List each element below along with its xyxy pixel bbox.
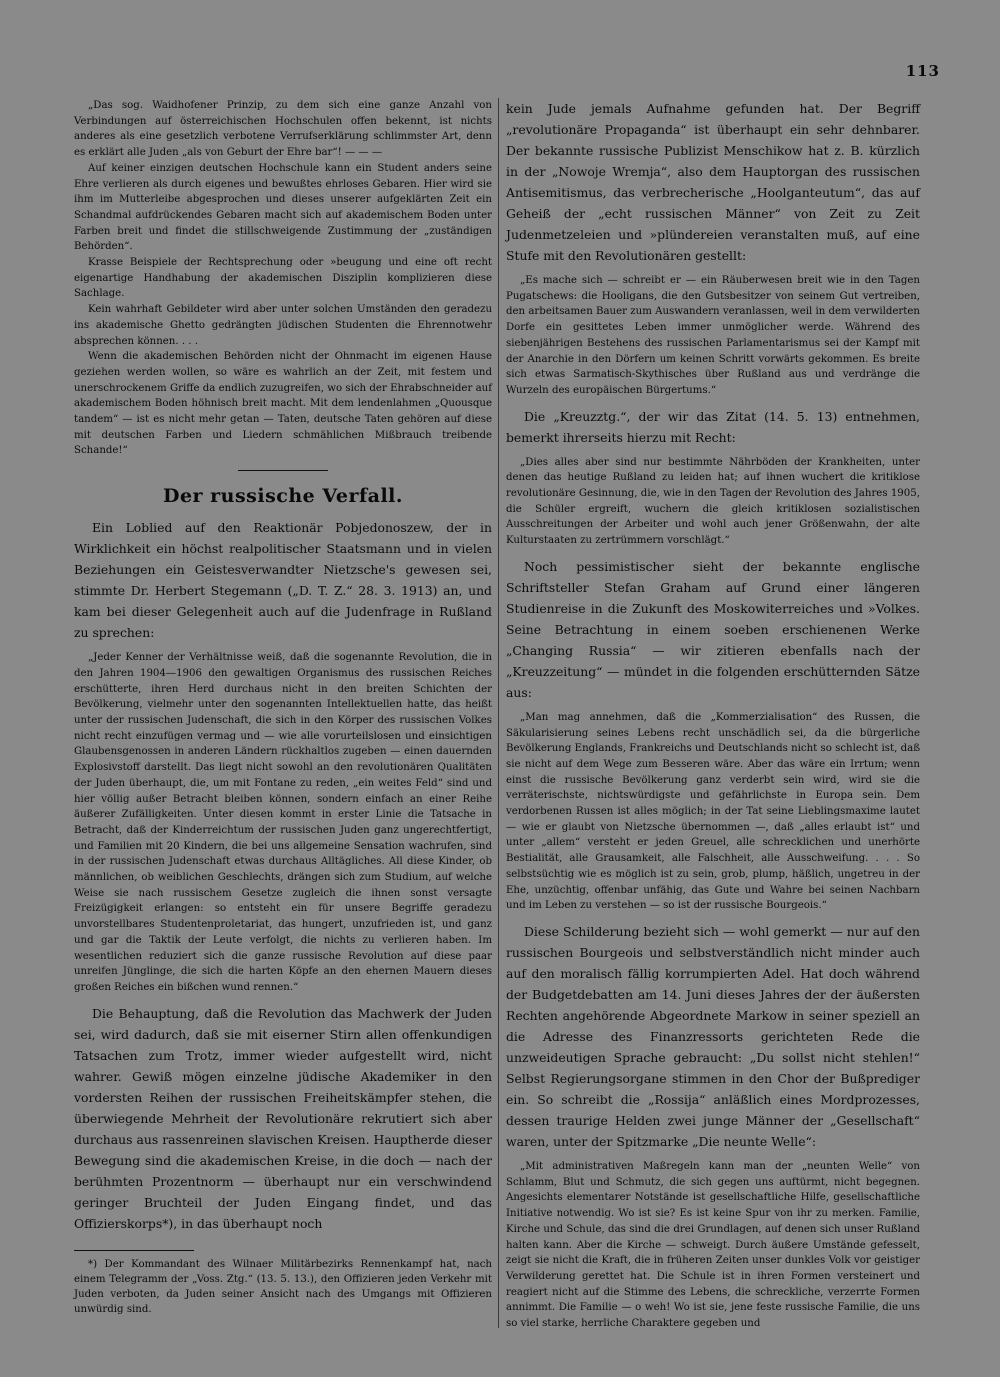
section-divider	[238, 470, 328, 471]
page-number: 113	[905, 62, 940, 80]
article-body: Die Behauptung, daß die Revolution das Machwerk der Juden sei, wird dadurch, daß sie mit eiserner Stirn allen offenkundigen Tatsachen zum Trotz, immer wieder aufgestellt wird, nicht wahrer. Gewiß mögen einzelne jüdische Akademiker in den vordersten Reihen der russischen Freiheitskämpfer stehen, die überwiegende Mehrheit der Revolutionäre rekrutiert sich aber durchaus aus rassenreinen slavischen Kreisen. Hauptherde dieser Bewegung sind die akademischen Kreise, in die doch — nach der berühmten Prozentnorm — überhaupt nur ein verschwindend geringer Bruchteil der Juden Eingang findet, und das Offizierskorps*), in das überhaupt noch	[74, 1005, 492, 1231]
quote-block: „Jeder Kenner der Verhältnisse weiß, daß die sogenannte Revolution, die in den Jahren 1904—1906 den gewaltigen Organismus des russischen Reiches erschütterte, ihren Herd durchaus nicht in den breiten Schichten der Bevölkerung, vielmehr unter den sogenannten Intellektuellen hatte, das heißt unter der russischen Judenschaft, die sich in den Körper des russischen Volkes nicht recht einzufügen vermag und — wie alle vorurteilslosen und einsichtigen Glaubensgenossen in anderen Ländern rückhaltlos zugeben — einen dauernden Explosivstoff darstellt. Das liegt nicht sowohl an den revolutionären Qualitäten der Juden überhaupt, die, um mit Fontane zu reden, „ein weites Feld“ sind und hier völlig außer Betracht bleiben können, sondern einfach an einer Reihe äußerer Zufälligkeiten. Unter diesen kommt in erster Linie die Tatsache in Betracht, daß der Kinderreichtum der russischen Juden ganz ungerechtfertigt, und Familien mit 20 Kindern, die bei uns allgemeine Sensation wachrufen, sind in der russischen Judenschaft etwas durchaus Alltägliches. All diese Kinder, ob männlichen, ob weiblichen Geschlechts, drängen sich zum Studium, auf welche Weise sie nach russischem Gesetze zugleich die ihnen sonst versagte Freizügigkeit erlangen: so entsteht ein für unsere Begriffe geradezu unvorstellbares Studentenproletariat, das hungert, unzufrieden ist, und ganz und gar die Taktik der Leute verfolgt, die nichts zu verlieren haben. Im wesentlichen reduziert sich die ganze russische Revolution auf diese paar unreifen Jünglinge, die sich die harten Köpfe an den ehernen Mauern dieses großen Reiches ein bißchen wund rennen.“	[74, 652, 492, 993]
left-column	[74, 98, 492, 1317]
quote-paragraph: Kein wahrhaft Gebildeter wird aber unter solchen Umständen den geradezu ins akademische Ghetto gedrängten jüdischen Studenten die Ehrennotwehr absprechen können. . . .	[74, 304, 492, 347]
article-intro: Ein Loblied auf den Reaktionär Pobjedonoszew, der in Wirklichkeit ein höchst realpolitischer Staatsmann und in vielen Beziehungen ein Geistesverwandter Nietzsche's gewesen sei, stimmte Dr. Herbert Stegemann („D. T. Z.“ 28. 3. 1913) an, und kam bei dieser Gelegenheit auch auf die Judenfrage in Rußland zu sprechen:	[74, 520, 492, 641]
article-body: kein Jude jemals Aufnahme gefunden hat. Der Begriff „revolutionäre Propaganda“ ist überhaupt ein sehr dehnbarer. Der bekannte russische Publizist Menschikow hat z. B. kürzlich in der „Nowoje Wremja“, also dem Hauptorgan des russischen Antisemitismus, das verbrecherische „Hoolganteutum“, das auf Geheiß der „echt russischen Männer“ von Zeit zu Zeit Judenmetzeleien und »plündereien veranstalten muß, auf eine Stufe mit den Revolutionären gestellt:	[506, 101, 920, 263]
right-column	[506, 98, 920, 1332]
quote-paragraph: „Das sog. Waidhofener Prinzip, zu dem sich eine ganze Anzahl von Verbindungen auf österreichischen Hochschulen offen bekennt, ist nichts anderes als eine gesetzlich verbotene Verrufserklärung schlimmster Art, denn es erklärt alle Juden „als von Geburt der Ehre bar“! — — —	[74, 100, 492, 159]
quote-block: „Es mache sich — schreibt er — ein Räuberwesen breit wie in den Tagen Pugatschews: die Hooligans, die den Gutsbesitzer von seinem Gut vertreiben, den arbeitsamen Bauer zum Auswandern veranlassen, weil in dem verwilderten Dorfe ein gesittetes Leben immer unmöglicher werde. Während des siebenjährigen Bestehens des russischen Parlamentarismus sei der Kampf mit der Anarchie in den Dörfern um keinen Schritt vorwärts gekommen. Es breite sich etwas Sarmatisch-Skythisches über Rußland aus und verdränge die Wurzeln des europäischen Bürgertums.“	[506, 275, 920, 396]
article-body: Noch pessimistischer sieht der bekannte englische Schriftsteller Stefan Graham auf Grund einer längeren Studienreise in die Zukunft des Moskowiterreiches und »Volkes. Seine Betrachtung in einem soeben erschienenen Werke „Changing Russia“ — wir zitieren ebenfalls nach der „Kreuzzeitung“ — mündet in die folgenden erschütternden Sätze aus:	[506, 558, 920, 700]
quote-block: „Dies alles aber sind nur bestimmte Nährböden der Krankheiten, unter denen das heutige Rußland zu leiden hat; auf ihnen wuchert die kritiklose revolutionäre Gesinnung, die, wie in den Tagen der Revolution des Jahres 1905, die Schüler ergreift, wuchern die gleich kritiklosen sozialistischen Ausschreitungen der Arbeiter und wohl auch jener Größenwahn, der alte Kulturstaaten zu zertrümmern vorschlägt.“	[506, 456, 920, 547]
quote-block: „Mit administrativen Maßregeln kann man der „neunten Welle“ von Schlamm, Blut und Schmutz, die sich gegen uns auftürmt, nicht begegnen. Angesichts elementarer Notstände ist gesellschaftliche Hilfe, gesellschaftliche Initiative notwendig. Wo ist sie? Es ist keine Spur von ihr zu merken. Familie, Kirche und Schule, das sind die drei Grundlagen, auf denen sich unser Rußland halten kann. Aber die Kirche — schweigt. Durch äußere Umstände gefesselt, zeigt sie nicht die Kraft, die in früheren Zeiten unser dunkles Volk vor geistiger Verwilderung gerettet hat. Die Schule ist in ihren Formen versteinert und reagiert nicht auf die Stimme des Lebens, die schreckliche, verzerrte Formen annimmt. Die Familie — o weh! Wo ist sie, jene feste russische Familie, die uns so viel starke, herrliche Charaktere gegeben und	[506, 1160, 920, 1330]
quote-paragraph: Auf keiner einzigen deutschen Hochschule kann ein Student anders seine Ehre verlieren als durch eigenes und bewußtes ehrloses Gebaren. Hier wird sie ihm im Mutterleibe abgesprochen und dieses unserer aufgeklärten Zeit ein Schandmal aufdrückendes Gebaren macht sich auf akademischem Boden unter Farben breit und findet die stillschweigende Zustimmung der „zuständigen Behörden“.	[74, 162, 492, 253]
footnote-divider	[74, 1250, 194, 1251]
quote-block: „Man mag annehmen, daß die „Kommerzialisation“ des Russen, die Säkularisierung seines Lebens recht unschädlich sei, da die bürgerliche Bevölkerung Englands, Frankreichs und Deutschlands nicht so schlecht ist, daß sie nicht auf dem Wege zum Besseren wäre. Aber das wäre ein Irrtum; wenn einst die russische Bevölkerung ganz verderbt sein wird, wird sie die verräterischste, nichtswürdigste und gefährlichste in Europa sein. Dem verdorbenen Russen ist alles möglich; in der Tat seine Lieblingsmaxime lautet — wie er glaubt von Nietzsche übernommen —, daß „alles erlaubt ist“ und unter „allem“ versteht er jeden Greuel, alle schrecklichen und unerhörte Bestialität, alle Grausamkeit, alle Falschheit, alle Ausschweifung. . . . So selbstsüchtig wie es möglich ist zu sein, grob, plump, häßlich, ungetreu in der Ehe, unzüchtig, offenbar unfähig, das Gute und Wahre bei seinen Nachbarn und im Leben zu verstehen — so ist der russische Bourgeois.“	[506, 711, 920, 912]
footnote: *) Der Kommandant des Wilnaer Militärbezirks Rennenkampf hat, nach einem Telegramm der „Voss. Ztg.“ (13. 5. 13.), den Offizieren jeden Verkehr mit Juden verboten, da Juden seiner Ansicht nach des Umgangs mit Offizieren unwürdig sind.	[74, 1258, 492, 1315]
quote-paragraph: Krasse Beispiele der Rechtsprechung oder »beugung und eine oft recht eigenartige Handhabung der akademischen Disziplin komplizieren diese Sachlage.	[74, 257, 492, 300]
article-headline: Der russische Verfall.	[162, 485, 404, 508]
column-separator	[498, 98, 499, 1328]
quote-paragraph: Wenn die akademischen Behörden nicht der Ohnmacht im eigenen Hause geziehen werden wollen, so wäre es wahrlich an der Zeit, mit festem und unerschrockenem Griffe da endlich zuzugreifen, wo sich der Ehrabschneider auf akademischem Boden höhnisch breit macht. Mit dem lendenlahmen „Quousque tandem“ — ist es nicht mehr getan — Taten, deutsche Taten gehören auf diese mit deutschen Farben und Liedern schmählichen Mißbrauch treibende Schande!“	[74, 351, 492, 457]
article-body: Diese Schilderung bezieht sich — wohl gemerkt — nur auf den russischen Bourgeois und selbstverständlich nicht minder auch auf den moralisch fällig korrumpierten Adel. Hat doch während der Budgetdebatten am 14. Juni dieses Jahres der der äußersten Rechten angehörende Abgeordnete Markow in seiner speziell an die Adresse des Finanzressorts gerichteten Rede die unzweideutigen Sprache gebraucht: „Du sollst nicht stehlen!“ Selbst Regierungsorgane stimmen in den Chor der Bußprediger ein. So schreibt die „Rossija“ anläßlich eines Mordprozesses, dessen traurige Helden zwei junge Männer der „Gesellschaft“ waren, unter der Spitzmarke „Die neunte Welle“:	[506, 923, 920, 1149]
article-body: Die „Kreuzztg.“, der wir das Zitat (14. 5. 13) entnehmen, bemerkt ihrerseits hierzu mit Recht:	[506, 408, 920, 445]
